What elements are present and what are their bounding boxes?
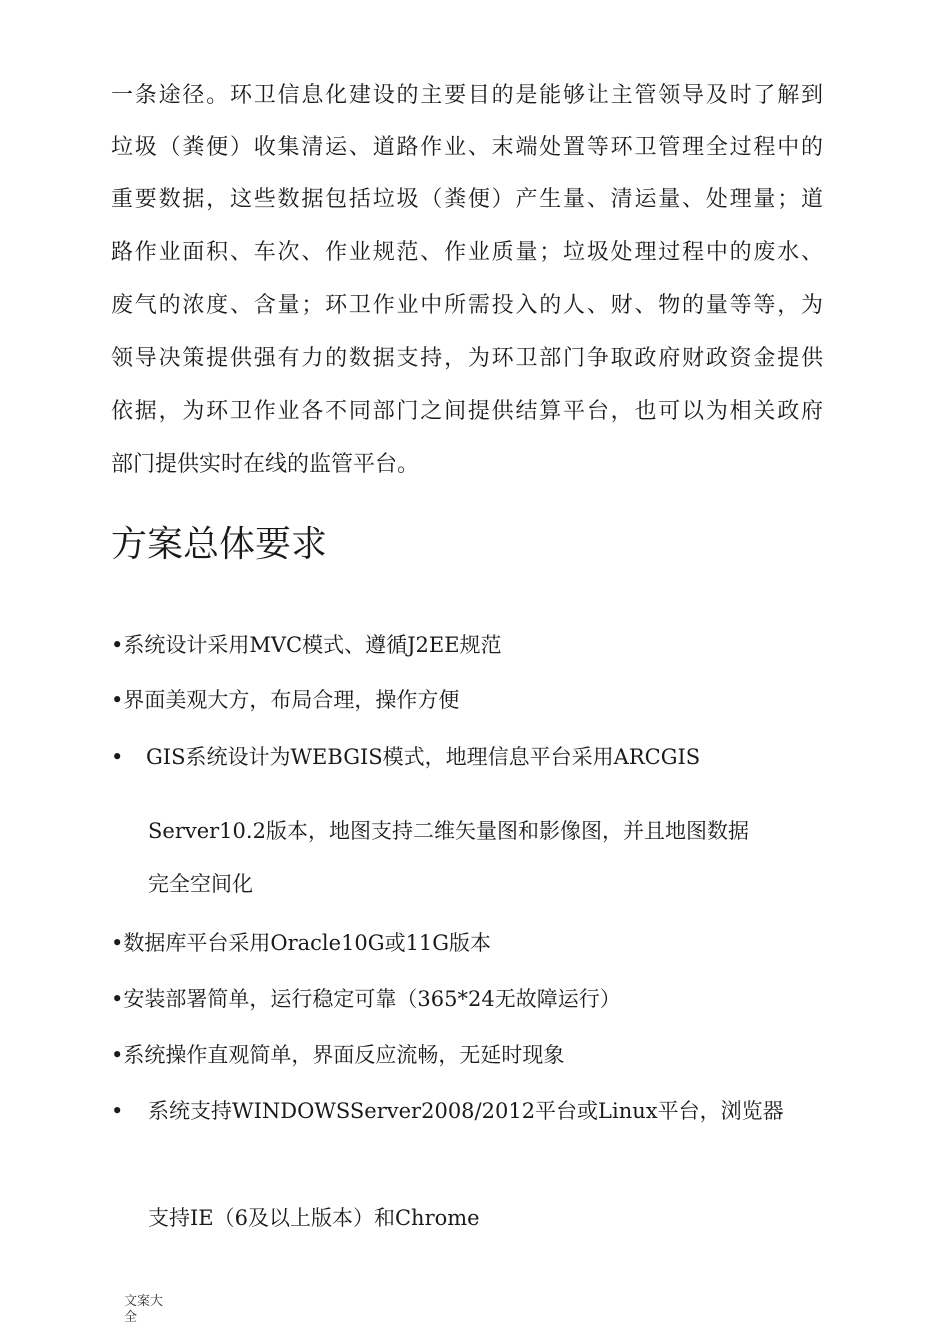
paragraph-line: 一条途径。环卫信息化建设的主要目的是能够让主管领导及时了解到 bbox=[111, 83, 823, 108]
paragraph-line: 领导决策提供强有力的数据支持，为环卫部门争取政府财政资金提供 bbox=[111, 346, 823, 371]
bullet-item: •界面美观大方，布局合理，操作方便 bbox=[111, 688, 460, 712]
bullet-item: 系统支持WINDOWSServer2008/2012平台或Linux平台，浏览器 bbox=[148, 1099, 784, 1123]
bullet-item: •系统设计采用MVC模式、遵循J2EE规范 bbox=[111, 633, 502, 657]
paragraph-line: 废气的浓度、含量；环卫作业中所需投入的人、财、物的量等等，为 bbox=[111, 293, 823, 318]
footer-label: 文案大全 bbox=[124, 1294, 164, 1325]
bullet-dot: • bbox=[111, 1099, 124, 1123]
bullet-item-continuation: 支持IE（6及以上版本）和Chrome bbox=[148, 1206, 480, 1230]
paragraph-line: 依据，为环卫作业各不同部门之间提供结算平台，也可以为相关政府 bbox=[111, 399, 823, 424]
bullet-item: GIS系统设计为WEBGIS模式，地理信息平台采用ARCGIS bbox=[146, 745, 701, 769]
paragraph-line: 部门提供实时在线的监管平台。 bbox=[111, 452, 420, 477]
paragraph-line: 重要数据，这些数据包括垃圾（粪便）产生量、清运量、处理量；道 bbox=[111, 187, 823, 212]
bullet-item: •系统操作直观简单，界面反应流畅，无延时现象 bbox=[111, 1043, 565, 1067]
paragraph-line: 路作业面积、车次、作业规范、作业质量；垃圾处理过程中的废水、 bbox=[111, 240, 823, 265]
bullet-item-continuation: 完全空间化 bbox=[148, 872, 253, 896]
paragraph-line: 垃圾（粪便）收集清运、道路作业、末端处置等环卫管理全过程中的 bbox=[111, 135, 823, 160]
bullet-item-continuation: Server10.2版本，地图支持二维矢量图和影像图，并且地图数据 bbox=[148, 819, 749, 843]
bullet-item: •安装部署简单，运行稳定可靠（365*24无故障运行） bbox=[111, 987, 621, 1011]
bullet-item: •数据库平台采用Oracle10G或11G版本 bbox=[111, 931, 492, 955]
section-heading: 方案总体要求 bbox=[111, 524, 328, 565]
bullet-dot: • bbox=[111, 745, 124, 769]
